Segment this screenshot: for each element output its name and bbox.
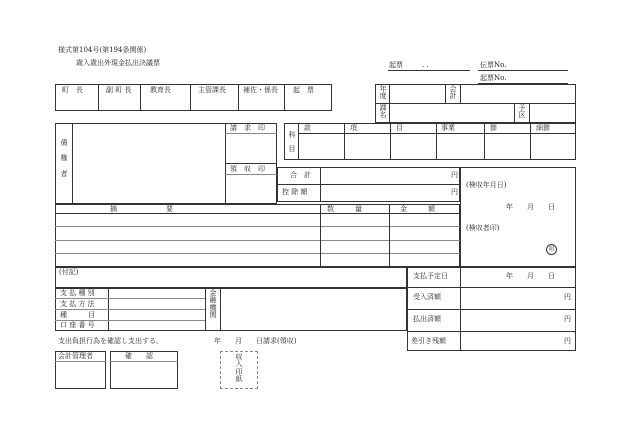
koza-bango: 口 座 番 号 bbox=[60, 321, 95, 329]
notes-box bbox=[55, 267, 407, 288]
seal-label-line bbox=[225, 133, 277, 134]
haraidashi-yen: 円 bbox=[564, 315, 571, 323]
bank-char: 機 bbox=[209, 303, 217, 312]
page-title: 歳入歳出外現金払出決議票 bbox=[76, 59, 160, 67]
revenue-stamp-label bbox=[234, 354, 244, 383]
kakunin-line bbox=[110, 361, 178, 362]
denpyo-no-label: 伝票No. bbox=[480, 61, 507, 69]
account-divider bbox=[390, 123, 391, 160]
denpyo-no-underline bbox=[478, 70, 568, 71]
creditor-char: 権 bbox=[60, 154, 68, 163]
creditor-label-divider bbox=[72, 123, 73, 204]
approval-divider bbox=[98, 84, 99, 111]
kaikei-char: 計 bbox=[449, 92, 457, 101]
yoku-label bbox=[517, 105, 527, 120]
creditor-label bbox=[59, 136, 69, 182]
kian-label: 起票 bbox=[389, 61, 403, 69]
amounts-col-divider bbox=[320, 167, 321, 202]
budget-divider bbox=[460, 84, 461, 103]
seal-label-line bbox=[225, 174, 277, 175]
kamoku-char: 目 bbox=[288, 145, 296, 153]
kamoku-label bbox=[287, 128, 297, 156]
kamei-char: 名 bbox=[379, 111, 387, 120]
kaikei-kanrisha-label: 会計管理者 bbox=[58, 352, 93, 360]
approval-mayor: 町 長 bbox=[62, 86, 83, 94]
budget-row-divider bbox=[375, 103, 576, 104]
kakunin-label: 確 認 bbox=[125, 352, 153, 360]
payment-col-divider bbox=[205, 288, 206, 331]
account-divider bbox=[344, 123, 345, 160]
nendo-char: 度 bbox=[379, 92, 387, 101]
account-kou: 項 bbox=[350, 124, 357, 132]
inspection-date-label: (検収年月日) bbox=[466, 181, 507, 189]
approval-section-chief: 主管課長 bbox=[198, 86, 226, 94]
yoku-char: 区 bbox=[518, 111, 526, 120]
detail-col-divider bbox=[320, 204, 321, 267]
kamoku-char: 科 bbox=[288, 131, 296, 139]
account-header-line bbox=[298, 133, 576, 134]
shumoku: 種 目 bbox=[60, 311, 95, 319]
approval-superintendent: 教育長 bbox=[150, 86, 171, 94]
request-date: 年 月 日請求(領収) bbox=[214, 337, 297, 345]
detail-header-kingaku: 金 額 bbox=[400, 205, 435, 213]
inspection-date-format: 年 月 日 bbox=[506, 203, 555, 211]
revenue-stamp-char: 収 bbox=[235, 353, 243, 361]
gokei-label: 合 計 bbox=[290, 171, 311, 179]
payment-row-line bbox=[55, 298, 205, 299]
detail-header-suryo: 数 量 bbox=[327, 205, 362, 213]
kian-date-dots: . . bbox=[422, 61, 429, 69]
account-table bbox=[284, 123, 576, 160]
shiharai-yotei-date: 年 月 日 bbox=[506, 272, 555, 280]
bank-char: 融 bbox=[209, 296, 217, 305]
approval-divider bbox=[190, 84, 191, 111]
kiki-no-label: 起票No. bbox=[480, 74, 507, 82]
shiharai-hoho: 支 払 方 法 bbox=[60, 300, 95, 308]
zangaku-label: 差引き残額 bbox=[411, 337, 446, 345]
detail-row-line bbox=[55, 226, 460, 227]
budget-divider bbox=[389, 84, 390, 123]
bank-char: 金 bbox=[209, 289, 217, 297]
account-moku: 目 bbox=[396, 124, 403, 132]
approval-divider bbox=[238, 84, 239, 111]
kojo-yen: 円 bbox=[451, 188, 458, 196]
detail-header-line bbox=[55, 213, 460, 214]
inspector-seal-mark: 印 bbox=[546, 244, 557, 255]
haraidashi-label: 払出済額 bbox=[413, 315, 441, 323]
yoku-char: 予 bbox=[518, 104, 526, 112]
zangaku-yen: 円 bbox=[564, 337, 571, 345]
detail-header-tekiyo: 摘 要 bbox=[110, 205, 173, 213]
payment-col-divider bbox=[220, 288, 221, 331]
inspector-label: (検収者印) bbox=[466, 224, 500, 232]
revenue-stamp-char: 印 bbox=[235, 367, 243, 376]
detail-row-line bbox=[55, 240, 460, 241]
kian-underline bbox=[388, 70, 470, 71]
notes-label: (付記) bbox=[59, 268, 79, 276]
kaikei-label bbox=[448, 86, 458, 101]
account-setsu: 節 bbox=[490, 124, 497, 132]
summary-row-divider bbox=[407, 331, 576, 332]
shiharai-yotei-label: 支払予定日 bbox=[413, 272, 448, 280]
account-jigyo: 事業 bbox=[441, 124, 455, 132]
account-kan: 款 bbox=[304, 124, 311, 132]
nendo-char: 年 bbox=[379, 85, 387, 93]
account-divider bbox=[298, 123, 299, 160]
creditor-char: 者 bbox=[60, 169, 68, 178]
creditor-char: 債 bbox=[60, 139, 68, 147]
account-saisetsu: 細節 bbox=[536, 124, 550, 132]
kamei-label bbox=[378, 105, 388, 120]
bank-char: 関 bbox=[209, 311, 217, 320]
form-number: 様式第104号(第194条関係) bbox=[58, 46, 147, 54]
shiharai-shubetsu: 支 払 種 別 bbox=[60, 289, 95, 297]
seikyu-seal-label: 請 求 印 bbox=[230, 124, 265, 132]
approval-deputy-mayor: 副 町 長 bbox=[106, 86, 132, 94]
budget-divider bbox=[514, 103, 515, 123]
budget-divider bbox=[445, 84, 446, 103]
ukeire-yen: 円 bbox=[564, 293, 571, 301]
kojo-label: 控 除 額 bbox=[282, 188, 308, 196]
revenue-stamp-char: 入 bbox=[235, 360, 243, 369]
budget-divider bbox=[529, 103, 530, 123]
confirm-statement: 支出負担行為を確認し支出する。 bbox=[58, 337, 163, 345]
payment-row-line bbox=[55, 309, 205, 310]
account-divider bbox=[530, 123, 531, 160]
approval-divider bbox=[284, 84, 285, 111]
summary-row-divider bbox=[407, 309, 576, 310]
detail-col-divider bbox=[389, 204, 390, 267]
gokei-yen: 円 bbox=[451, 171, 458, 179]
ukeire-label: 受入済額 bbox=[413, 293, 441, 301]
account-divider bbox=[484, 123, 485, 160]
nendo-label bbox=[378, 86, 388, 101]
amounts-row-divider bbox=[277, 184, 460, 185]
kamei-char: 課 bbox=[379, 104, 387, 112]
seal-row-divider bbox=[225, 163, 277, 164]
detail-row-line bbox=[55, 253, 460, 254]
summary-row-divider bbox=[407, 287, 576, 288]
account-divider bbox=[436, 123, 437, 160]
approval-divider bbox=[140, 84, 141, 111]
approval-table bbox=[55, 84, 332, 111]
approval-drafter: 起 票 bbox=[293, 86, 314, 94]
bank-label bbox=[208, 290, 218, 319]
kaikei-char: 会 bbox=[449, 85, 457, 93]
kaikei-kanrisha-line bbox=[55, 361, 106, 362]
approval-assistant: 補佐・係長 bbox=[243, 86, 278, 94]
revenue-stamp-char: 紙 bbox=[235, 375, 243, 384]
ryoshu-seal-label: 領 収 印 bbox=[230, 165, 265, 173]
